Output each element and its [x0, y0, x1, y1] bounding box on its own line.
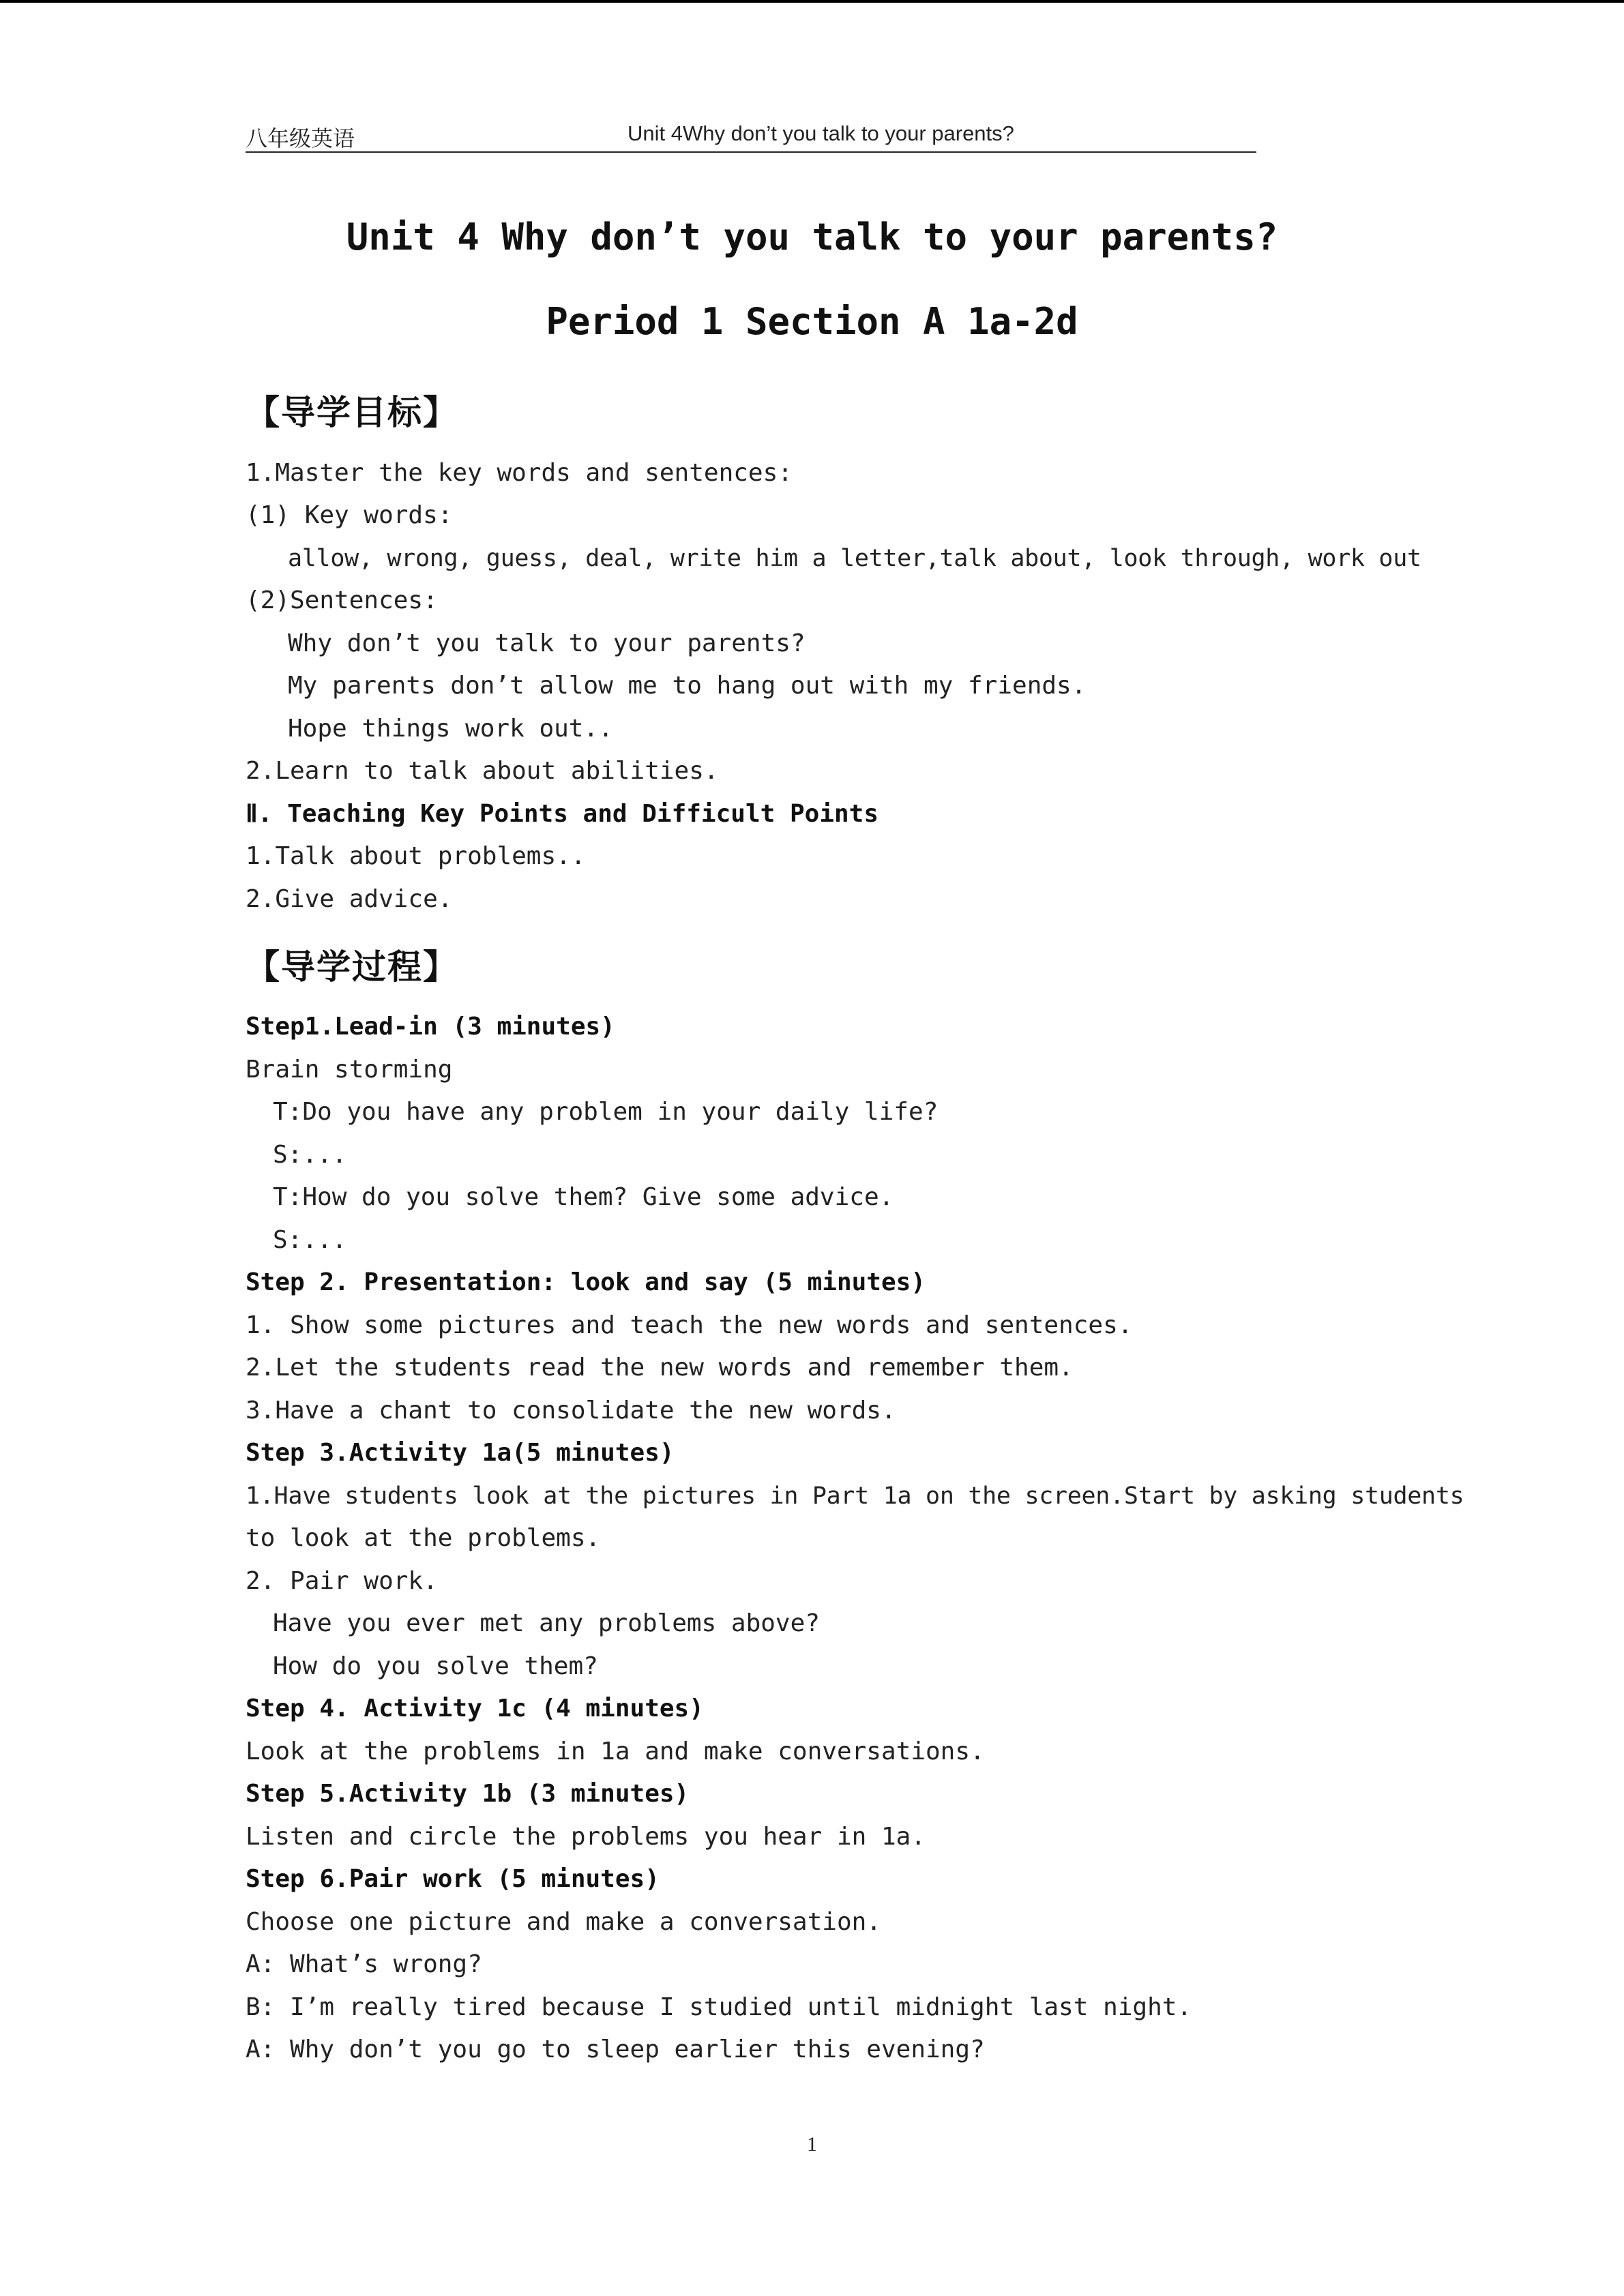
step-heading: Step 3.Activity 1a(5 minutes) — [246, 1439, 675, 1467]
process-line: Listen and circle the problems you hear in 1a. — [246, 1823, 926, 1851]
process-line: T:How do you solve them? Give some advice. — [273, 1183, 894, 1211]
objective-line: allow, wrong, guess, deal, write him a letter,talk about, look through, work out — [288, 545, 1421, 572]
step-heading: Step1.Lead-in (3 minutes) — [246, 1013, 615, 1041]
process-line: T:Do you have any problem in your daily life? — [273, 1098, 939, 1126]
page-number: 1 — [807, 2133, 817, 2156]
process-line: 1.Have students look at the pictures in Part 1a on the screen.Start by asking students — [246, 1482, 1464, 1510]
step-heading: Step 6.Pair work (5 minutes) — [246, 1865, 660, 1893]
key-points-heading: Ⅱ. Teaching Key Points and Difficult Points — [246, 800, 879, 828]
process-line: S:... — [273, 1141, 347, 1169]
objective-line: 1.Master the key words and sentences: — [246, 459, 793, 487]
process-line: Brain storming — [246, 1056, 453, 1084]
header-subject: 八年级英语 — [246, 125, 355, 151]
process-line: Look at the problems in 1a and make conversations. — [246, 1738, 985, 1765]
objectives-heading: 【导学目标】 — [246, 393, 458, 432]
header-unit-title: Unit 4Why don’t you talk to your parents? — [628, 121, 1014, 145]
process-heading: 【导学过程】 — [246, 947, 458, 987]
objective-line: 2.Learn to talk about abilities. — [246, 757, 719, 785]
document-title: Unit 4 Why don’t you talk to your parents? — [346, 215, 1278, 258]
objective-line: (2)Sentences: — [246, 586, 438, 614]
objective-line: My parents don’t allow me to hang out with my friends. — [288, 672, 1087, 700]
document-subtitle: Period 1 Section A 1a-2d — [546, 300, 1078, 343]
step-heading: Step 2. Presentation: look and say (5 minutes) — [246, 1268, 926, 1296]
objective-line: 2.Give advice. — [246, 885, 453, 913]
step-heading: Step 5.Activity 1b (3 minutes) — [246, 1780, 690, 1808]
process-line: How do you solve them? — [273, 1652, 598, 1680]
objective-line: Hope things work out.. — [288, 715, 613, 743]
process-line: Choose one picture and make a conversation. — [246, 1908, 881, 1936]
process-line: S:... — [273, 1226, 347, 1254]
objective-line: 1.Talk about problems.. — [246, 842, 586, 870]
objective-line: Why don’t you talk to your parents? — [288, 629, 806, 657]
dialogue-line: A: What’s wrong? — [246, 1950, 482, 1978]
dialogue-line: B: I’m really tired because I studied until midnight last night. — [246, 1993, 1192, 2021]
step-heading: Step 4. Activity 1c (4 minutes) — [246, 1695, 704, 1723]
process-line: 1. Show some pictures and teach the new words and sentences. — [246, 1311, 1133, 1339]
top-border-rule — [0, 0, 1624, 3]
process-line: 2. Pair work. — [246, 1567, 438, 1595]
dialogue-line: A: Why don’t you go to sleep earlier this evening? — [246, 2036, 985, 2063]
process-line: 3.Have a chant to consolidate the new words. — [246, 1397, 896, 1425]
process-line: to look at the problems. — [246, 1524, 601, 1552]
process-line: 2.Let the students read the new words and remember them. — [246, 1354, 1074, 1382]
page-header — [246, 117, 1256, 153]
objective-line: (1) Key words: — [246, 501, 453, 529]
process-line: Have you ever met any problems above? — [273, 1609, 820, 1637]
